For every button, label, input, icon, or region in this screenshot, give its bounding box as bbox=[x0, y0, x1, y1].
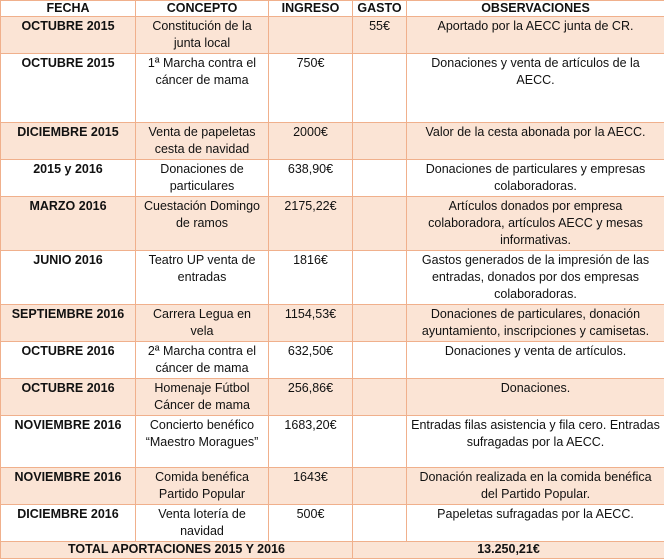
cell-fecha: OCTUBRE 2016 bbox=[1, 342, 136, 379]
cell-concepto: Carrera Legua en vela bbox=[136, 305, 269, 342]
cell-ingreso: 2175,22€ bbox=[269, 197, 353, 251]
cell-gasto bbox=[353, 160, 407, 197]
cell-ingreso: 500€ bbox=[269, 505, 353, 542]
cell-observaciones: Artículos donados por empresa colaboradora, artículos AECC y mesas informativas. bbox=[407, 197, 664, 251]
cell-ingreso bbox=[269, 17, 353, 54]
cell-gasto bbox=[353, 251, 407, 305]
header-ingreso: INGRESO bbox=[269, 1, 353, 17]
cell-observaciones: Donaciones. bbox=[407, 379, 664, 416]
total-row bbox=[1, 542, 664, 559]
table-row bbox=[1, 416, 664, 468]
cell-gasto bbox=[353, 123, 407, 160]
cell-concepto: 1ª Marcha contra el cáncer de mama bbox=[136, 54, 269, 123]
table-row bbox=[1, 197, 664, 251]
total-value: 13.250,21€ bbox=[353, 542, 664, 559]
cell-ingreso: 1643€ bbox=[269, 468, 353, 505]
table-row bbox=[1, 468, 664, 505]
cell-observaciones: Gastos generados de la impresión de las entradas, donados por dos empresas colaboradoras. bbox=[407, 251, 664, 305]
table-row bbox=[1, 17, 664, 54]
cell-concepto: Cuestación Domingo de ramos bbox=[136, 197, 269, 251]
cell-ingreso: 256,86€ bbox=[269, 379, 353, 416]
cell-fecha: MARZO 2016 bbox=[1, 197, 136, 251]
cell-ingreso: 750€ bbox=[269, 54, 353, 123]
total-label: TOTAL APORTACIONES 2015 Y 2016 bbox=[1, 542, 353, 559]
cell-gasto bbox=[353, 468, 407, 505]
cell-observaciones: Entradas filas asistencia y fila cero. Entradas sufragadas por la AECC. bbox=[407, 416, 664, 468]
cell-fecha: SEPTIEMBRE 2016 bbox=[1, 305, 136, 342]
cell-fecha: OCTUBRE 2016 bbox=[1, 379, 136, 416]
cell-ingreso: 638,90€ bbox=[269, 160, 353, 197]
cell-gasto bbox=[353, 54, 407, 123]
cell-concepto: Venta de papeletas cesta de navidad bbox=[136, 123, 269, 160]
cell-fecha: OCTUBRE 2015 bbox=[1, 54, 136, 123]
table-row bbox=[1, 123, 664, 160]
header-observaciones: OBSERVACIONES bbox=[407, 1, 664, 17]
cell-concepto: Donaciones de particulares bbox=[136, 160, 269, 197]
cell-concepto: Teatro UP venta de entradas bbox=[136, 251, 269, 305]
cell-fecha: 2015 y 2016 bbox=[1, 160, 136, 197]
cell-fecha: NOVIEMBRE 2016 bbox=[1, 416, 136, 468]
cell-concepto: 2ª Marcha contra el cáncer de mama bbox=[136, 342, 269, 379]
cell-gasto: 55€ bbox=[353, 17, 407, 54]
header-fecha: FECHA bbox=[1, 1, 136, 17]
cell-gasto bbox=[353, 305, 407, 342]
header-gasto: GASTO bbox=[353, 1, 407, 17]
cell-fecha: DICIEMBRE 2015 bbox=[1, 123, 136, 160]
cell-concepto: Homenaje Fútbol Cáncer de mama bbox=[136, 379, 269, 416]
cell-fecha: NOVIEMBRE 2016 bbox=[1, 468, 136, 505]
cell-observaciones: Donaciones y venta de artículos de la AECC. bbox=[407, 54, 664, 123]
cell-observaciones: Papeletas sufragadas por la AECC. bbox=[407, 505, 664, 542]
cell-observaciones: Donación realizada en la comida benéfica del Partido Popular. bbox=[407, 468, 664, 505]
cell-fecha: OCTUBRE 2015 bbox=[1, 17, 136, 54]
cell-observaciones: Donaciones y venta de artículos. bbox=[407, 342, 664, 379]
cell-gasto bbox=[353, 197, 407, 251]
cell-gasto bbox=[353, 416, 407, 468]
cell-gasto bbox=[353, 342, 407, 379]
cell-concepto: Constitución de la junta local bbox=[136, 17, 269, 54]
cell-ingreso: 1816€ bbox=[269, 251, 353, 305]
table-row bbox=[1, 342, 664, 379]
table-row bbox=[1, 305, 664, 342]
table-row bbox=[1, 379, 664, 416]
cell-observaciones: Aportado por la AECC junta de CR. bbox=[407, 17, 664, 54]
table-row bbox=[1, 54, 664, 123]
cell-concepto: Concierto benéfico “Maestro Moragues” bbox=[136, 416, 269, 468]
cell-observaciones: Donaciones de particulares, donación ayuntamiento, inscripciones y camisetas. bbox=[407, 305, 664, 342]
cell-observaciones: Valor de la cesta abonada por la AECC. bbox=[407, 123, 664, 160]
table-row bbox=[1, 505, 664, 542]
header-concepto: CONCEPTO bbox=[136, 1, 269, 17]
cell-ingreso: 2000€ bbox=[269, 123, 353, 160]
cell-concepto: Comida benéfica Partido Popular bbox=[136, 468, 269, 505]
cell-concepto: Venta lotería de navidad bbox=[136, 505, 269, 542]
cell-ingreso: 632,50€ bbox=[269, 342, 353, 379]
cell-ingreso: 1154,53€ bbox=[269, 305, 353, 342]
cell-gasto bbox=[353, 505, 407, 542]
cell-gasto bbox=[353, 379, 407, 416]
cell-fecha: DICIEMBRE 2016 bbox=[1, 505, 136, 542]
cell-fecha: JUNIO 2016 bbox=[1, 251, 136, 305]
table-row bbox=[1, 160, 664, 197]
cell-ingreso: 1683,20€ bbox=[269, 416, 353, 468]
cell-observaciones: Donaciones de particulares y empresas colaboradoras. bbox=[407, 160, 664, 197]
header-row bbox=[1, 1, 664, 17]
table-row bbox=[1, 251, 664, 305]
